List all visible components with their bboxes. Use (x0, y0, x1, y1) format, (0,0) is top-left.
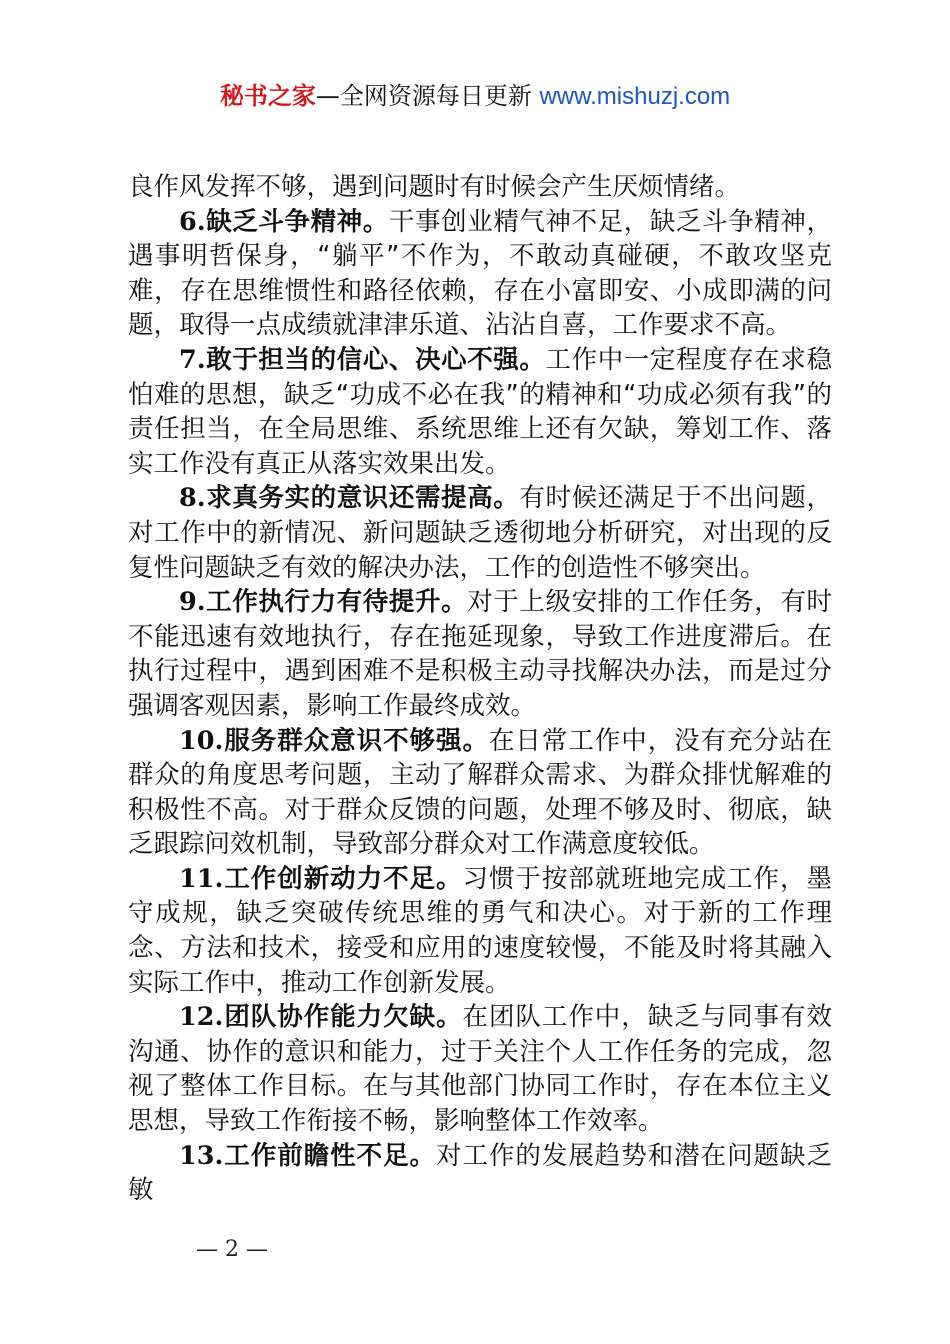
paragraph-item-8 (128, 481, 832, 585)
paragraph-text: 工作中一定程度存在求稳怕难的思想，缺乏“功成不必在我”的精神和“功成必须有我”的责任担当，在全局思维、系统思维上还有欠缺，筹划工作、落实工作没有真正从落实效果出发。 (128, 344, 832, 479)
paragraph-text: 有时候还满足于不出问题，对工作中的新情况、新问题缺乏透彻地分析研究，对出现的反复性问题缺乏有效的解决办法，工作的创造性不够突出。 (128, 483, 832, 583)
site-header (0, 80, 950, 113)
item-heading: 服务群众意识不够强。 (223, 725, 489, 756)
paragraph-item-7 (128, 343, 832, 481)
page-number: — 2 — (196, 1237, 268, 1262)
paragraph-continuation (128, 170, 832, 205)
paragraph-item-11 (128, 862, 832, 1000)
item-heading: 工作前瞻性不足。 (223, 1140, 437, 1171)
item-heading: 敢于担当的信心、决心不强。 (205, 344, 546, 375)
paragraph-item-13 (128, 1139, 832, 1208)
item-number: 6. (179, 206, 206, 237)
paragraph-item-6 (128, 205, 832, 343)
item-number: 10. (179, 725, 224, 756)
item-number: 11. (179, 863, 224, 894)
header-slogan: —全网资源每日更新 (315, 82, 540, 110)
paragraph-text: 对工作的发展趋势和潜在问题缺乏敏 (128, 1140, 832, 1206)
item-number: 8. (179, 483, 206, 514)
paragraph-text: 习惯于按部就班地完成工作，墨守成规，缺乏突破传统思维的勇气和决心。对于新的工作理念、方法和技术，接受和应用的速度较慢，不能及时将其融入实际工作中，推动工作创新发展。 (128, 863, 832, 998)
site-url-link[interactable]: www.mishuzj.com (539, 83, 731, 110)
paragraph-text: 在团队工作中，缺乏与同事有效沟通、协作的意识和能力，过于关注个人工作任务的完成，忽视了整体工作目标。在与其他部门协同工作时，存在本位主义思想，导致工作衔接不畅，影响整体工作效率。 (128, 1002, 832, 1137)
document-body (128, 170, 832, 1208)
item-heading: 团队协作能力欠缺。 (223, 1002, 463, 1033)
paragraph-text: 干事创业精气神不足，缺乏斗争精神，遇事明哲保身，“躺平”不作为，不敢动真碰硬，不敢攻坚克难，存在思维惯性和路径依赖，存在小富即安、小成即满的问题，取得一点成绩就津津乐道、沾沾自喜，工作要求不高。 (128, 206, 832, 341)
item-number: 12. (179, 1002, 224, 1033)
paragraph-text: 良作风发挥不够，遇到问题时有时候会产生厌烦情绪。 (128, 172, 741, 202)
brand-name: 秘书之家 (219, 82, 316, 110)
item-number: 13. (179, 1140, 224, 1171)
item-number: 9. (179, 587, 206, 618)
paragraph-text: 在日常工作中，没有充分站在群众的角度思考问题，主动了解群众需求、为群众排忧解难的积极性不高。对于群众反馈的问题，处理不够及时、彻底，缺乏跟踪问效机制，导致部分群众对工作满意度较低。 (128, 725, 832, 860)
paragraph-item-12 (128, 1000, 832, 1138)
item-heading: 缺乏斗争精神。 (205, 206, 389, 237)
paragraph-item-10 (128, 724, 832, 862)
item-number: 7. (179, 344, 206, 375)
paragraph-text: 对于上级安排的工作任务，有时不能迅速有效地执行，存在拖延现象，导致工作进度滞后。在执行过程中，遇到困难不是积极主动寻找解决办法，而是过分强调客观因素，影响工作最终成效。 (128, 587, 832, 721)
item-heading: 求真务实的意识还需提高。 (205, 483, 520, 514)
item-heading: 工作执行力有待提升。 (205, 587, 468, 618)
item-heading: 工作创新动力不足。 (223, 863, 463, 894)
paragraph-item-9 (128, 585, 832, 723)
